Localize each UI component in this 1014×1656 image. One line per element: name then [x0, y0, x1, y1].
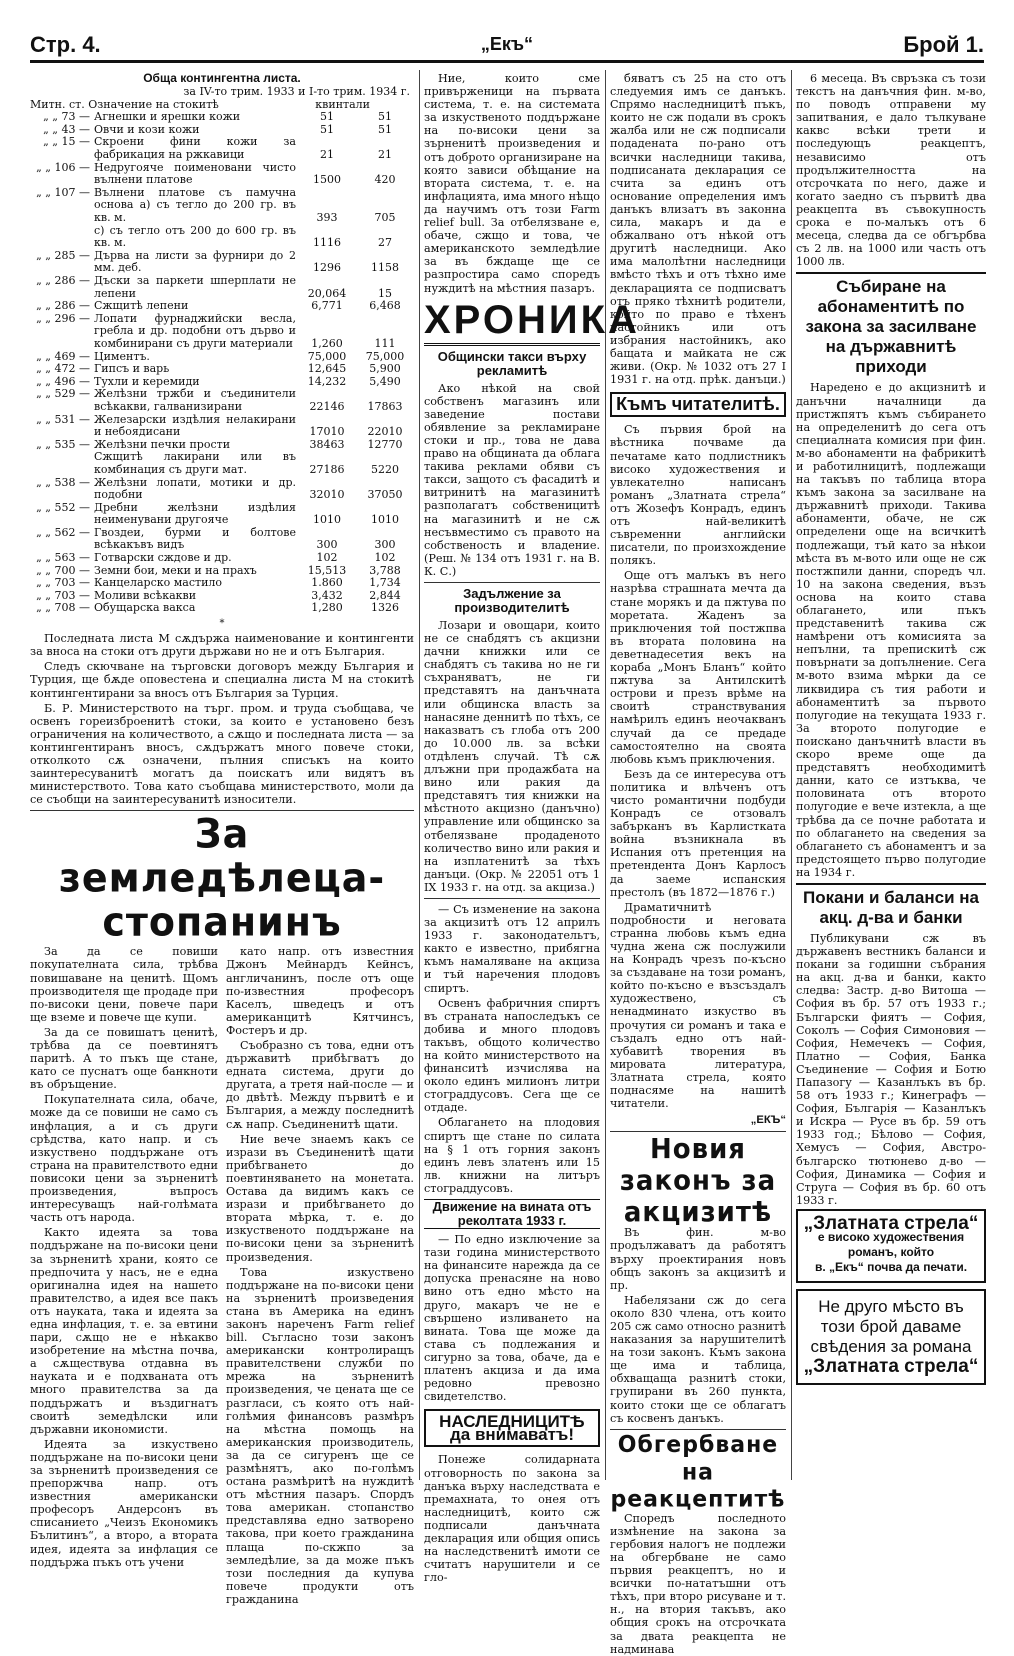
quota-tariff-number: „ „ 296 —: [36, 311, 90, 325]
quota-tariff-number: „ „ 703 —: [36, 588, 90, 602]
quota-value-q4: 22146: [309, 399, 345, 413]
quota-goods: Желѣзни печки прости: [94, 437, 231, 451]
quota-list-period: за IV-то трим. 1933 и I-то трим. 1934 г.: [183, 85, 410, 99]
quota-tariff-number: „ „ 73 —: [43, 110, 90, 124]
quota-value-q4: 15,513: [307, 563, 347, 577]
quota-goods: Желѣзни лопати, мотики и др. подобни: [94, 475, 296, 502]
quota-tariff-number: „ „ 43 —: [43, 122, 90, 136]
farmer-paragraph: Покупателната сила, обаче, може да се повиши не само съ инфлация, а и съ други срѣдства, като напр. и съ изкуствено поддържане отъ страна на правителството едни повисоки цени за зърненитѣ произведения, въпросъ интересуващъ най-голѣмата часть отъ народа.: [30, 1093, 218, 1225]
quota-value-q1: 3,788: [369, 563, 401, 577]
quota-tariff-number: „ „ 286 —: [36, 274, 90, 287]
quota-tariff-number: „ „ 285 —: [36, 248, 90, 262]
section-rule: [610, 1131, 786, 1132]
quota-value-q1: 17863: [367, 399, 403, 413]
quota-row: [30, 527, 414, 552]
quota-value-q4: 1010: [313, 513, 341, 527]
column-rule: [791, 70, 792, 1480]
quota-list: [30, 72, 414, 806]
quota-tariff-number: „ „ 469 —: [36, 349, 90, 363]
farmer-paragraph: Съобразно съ това, едни отъ държавитѣ прибѣгватъ до едната система, други до другата, а третя най-после — и до двѣтѣ. Между първитѣ е и България, а между последнитѣ сѫ напр. Съединенитѣ щати.: [226, 1039, 414, 1131]
quota-value-q4: 3,432: [311, 588, 343, 602]
promo-text: Не друго мѣсто въ този брой даваме свѣдения за романа: [810, 1297, 972, 1357]
quota-tariff-number: „ „ 535 —: [36, 437, 90, 451]
quota-value-q4: 17010: [309, 425, 345, 439]
quota-value-q4: 393: [316, 211, 338, 225]
quota-value-q1: 705: [374, 211, 396, 225]
heading-ad-taxes: Общински такси върху рекламитѣ: [437, 348, 587, 378]
quota-goods: Готварски сждове и др.: [94, 551, 232, 565]
quota-value-q1: 5220: [371, 462, 399, 476]
quota-goods: Земни бои, меки и на прахъ: [94, 563, 257, 577]
quota-goods: Сжщитѣ лепени: [94, 299, 189, 313]
heading-invitations-balances: Покани и баланси на акц. д-ва и банки: [796, 883, 986, 928]
issue-number: Брой 1.: [903, 32, 984, 57]
column-rule: [605, 70, 606, 1480]
section-rule: [424, 582, 600, 583]
heading-recepts-stamp: Обгербване на реакцептитѣ: [610, 1431, 786, 1513]
quota-goods: Моливи всѣкакви: [94, 588, 197, 602]
quota-value-q1: 1158: [371, 261, 399, 275]
news-excise-law-2: Набелязани сж до сега около 830 члена, отъ които 205 сж само относно разнитѣ наказания за нарушителитѣ на този законъ. Къмъ закона ще има и таблица, обхващаща разнитѣ стоки, групирани въ 260 пункта, които стоки ще се облагатъ съ косвенъ данъкъ.: [610, 1293, 786, 1425]
quota-value-q4: 32010: [309, 488, 345, 502]
column-five: [796, 72, 986, 1482]
quota-goods: Вълнени платове съ памучна основа а) съ тегло до 200 гр. въ кв. м.: [94, 185, 296, 225]
heading-to-readers: Къмъ читателитѣ.: [610, 392, 786, 417]
farmer-paragraph: Ние вече знаемъ какъ се изрази въ Съединенитѣ щати прибѣгването до поевтиняването на монетата. Остава да видимъ какъ се изрази и прибѣгването до втората мѣрка, т. е. до изкуственото поддържане на по-високи цени за зърненитѣ произведения.: [226, 1132, 414, 1264]
quota-row: [30, 250, 414, 275]
quota-value-q1: 12770: [367, 437, 403, 451]
quota-value-q1: 420: [374, 173, 396, 187]
quota-row: [30, 502, 414, 527]
quota-value-q1: 21: [378, 148, 392, 162]
quota-value-q1: 15: [378, 286, 392, 300]
quota-tariff-number: „ „ 700 —: [36, 563, 90, 577]
quota-goods: Овчи и кози кожи: [94, 122, 200, 136]
quota-value-q1: 22010: [367, 425, 403, 439]
news-subscriptions: Наредено е до акцизнитѣ и данъчни началници да пристжпятъ къмъ събирането на определенитѣ до сега отъ специалната комисия при фин. м-во абонаменти на фабрикитѣ и работилницитѣ, подлежащи на такъвъ по таблица втора къмъ закона за засилване на държавнитѣ приходи. Такива абонаменти, обаче, не сж определени още на всичкитѣ подлежащи, тъй като за нѣкои мѣста въ м-вото или още не сж постжпили данни, споредъ чл. 10 на закона сведения, възъ основа на които става облагането, или пъкъ представенитѣ такива сж намѣрени отъ комисията за непълни, та препискитѣ сж повърнати за допълнение. Сега м-вото взима мѣрки да се ликвидира съ тия работи и абонаментитѣ за първото полугодие на текущата 1933 г. За второто полугодие е поискано данъчнитѣ власти въ скоро време още да представятъ необходимитѣ данни, като се изтъква, че половината отъ второто полугодие е вече изтекла, а ще трѣбва да се почне работата и по облагането на сведения за облагането съ абонаментъ и за предстоящето първо полугодие на 1934 г.: [796, 381, 986, 879]
column-left: [30, 71, 414, 1606]
quota-goods: Дърва на листи за фурнири до 2 мм. деб.: [94, 248, 296, 275]
quota-value-q4: 102: [316, 551, 338, 565]
quota-value-q1: 1010: [371, 513, 399, 527]
quota-value-q4: 20,064: [307, 286, 347, 300]
news-recepts-stamp: Споредъ последното измѣнение на закона за гербовия налогъ не подлежи на обгербване не само първия реакцептъ, но и всички по-нататъшни отъ тѣхъ, при второ рисуване и т. н., на втория такъвъ, ако общия срокъ на отсрочката за двата реакцепта не надминава: [610, 1511, 786, 1656]
quota-value-q4: 75,000: [307, 349, 347, 363]
heading-producer-obligation: Задължение за производителитѣ: [454, 586, 570, 615]
quota-row: [30, 275, 414, 300]
quota-tariff-number: „ „ 107 —: [36, 185, 90, 199]
quota-tariff-number: „ „ 496 —: [36, 374, 90, 388]
to-readers-paragraph: Още отъ малъкъ въ него назрѣва страшната мечта да стане морякъ и да пжтува по моретата. Жаденъ за приключения той постжпва въ втората половина на деветнадесетия векъ на кораба „Монъ Бланъ“ който пжтува за Антилскитѣ острови и презъ врѣме на своитѣ странствувания намѣрилъ единъ неочакванъ случай да се предаде самостоятелно на своята любовь къмъ приключения.: [610, 569, 786, 766]
page-header: [30, 26, 984, 63]
quota-value-q1: 1,734: [369, 576, 401, 590]
novel-announcement-box: [796, 1209, 986, 1283]
quota-tariff-number: „ „ 708 —: [36, 601, 90, 615]
quota-value-q1: 2,844: [369, 588, 401, 602]
quota-goods: Недругояче поименовани чисто вълнени платове: [94, 160, 296, 187]
quota-value-q4: 1,280: [311, 601, 343, 615]
quota-row: [30, 363, 414, 376]
quota-value-q1: 75,000: [365, 349, 405, 363]
quota-goods: Агнешки и ярешки кожи: [94, 110, 241, 124]
quota-table: [30, 111, 414, 615]
quota-value-q4: 38463: [309, 437, 345, 451]
quota-goods: Обущарска вакса: [94, 601, 196, 615]
farmer-paragraph: За да се повишатъ ценитѣ, трѣбва да се поевтинятъ паритѣ. А то пъкъ ще стане, като се пуснатъ още банкноти въ обръщение.: [30, 1025, 218, 1092]
heading-wine-movement: Движение на вината отъ реколтата 1933 г.: [424, 1199, 600, 1229]
quota-value-q1: 37050: [367, 488, 403, 502]
quota-row: [30, 162, 414, 187]
chronika-heading: ХРОНИКА: [424, 297, 600, 346]
quota-value-q1: 51: [378, 110, 392, 124]
section-rule: [424, 898, 600, 899]
heirs-continuation: бяватъ съ 25 на сто отъ следуемия имъ се данъкъ. Спрямо наследницитѣ пъкъ, които не сж подали въ срокъ жалба или не сж подписали подадената по-рано отъ всички наследници такива, подписаната декларация се счита за единъ отъ основание определения имъ данъкъ влизатъ въ законна сила, макаръ и да е обжалвано отъ нѣкой отъ другитѣ наследници. Ако има малолѣтни наследници вмѣсто тѣхъ и отъ тѣхно име декларацията се подписватъ отъ пряко тѣхнитѣ родители, който по право е тѣхенъ настойникъ или отъ избрания настойникъ, ако бащата и майката не сж живи. (Окр. № 1032 отъ 27 I 1931 г. на отд. прѣк. данъци.): [610, 72, 786, 387]
quota-tariff-number: „ „ 563 —: [36, 551, 90, 565]
farmer-article-left: [30, 945, 218, 1608]
quota-tariff-number: „ „ 529 —: [36, 387, 90, 401]
quota-tariff-number: „ „ 538 —: [36, 475, 90, 489]
quota-value-q4: 51: [320, 110, 334, 124]
quota-goods: Желѣзни тржби и съединители всѣкакви, галванизирани: [94, 387, 296, 413]
quota-note: Б. Р. Министерството на търг. пром. и труда съобщава, че освенъ гореизброенитѣ стоки, за които е установено безъ ограничения на количеството, а сѫщо и последната листа — за контингентиранъ вносъ, сѫдържатъ много повече стоки, отколкото сѫ означени, пълния списъкъ на които заинтересуванитѣ могатъ да поискатъ или видятъ въ министерството. Това като съобщава министерството, моли да се съобщи на заинтересуванитѣ износители.: [30, 701, 414, 807]
quota-goods: Лопати фурнаджийски весла, гребла и др. подобни отъ дърво и комбинирани съ други материали: [94, 311, 296, 350]
heading-subscriptions: Събиране на абонаментитѣ по закона за засилване на държавнитѣ приходи: [796, 272, 986, 377]
news-spirit-tax: Облагането на плодовия спиртъ ще стане по силата на § 1 отъ горния законъ единъ левъ златенъ или 15 лв. книжни на литъръ стограддусовъ.: [424, 1116, 600, 1195]
farmer-paragraph: Идеята за изкуствено поддържане на по-високи цени за зърненитѣ произведения се препоржчва напр. отъ известния американски професоръ Андерсонъ въ списанието „Чеизъ Економикъ Бълитинъ“, а второ, а втората идея, идеята за инфлация се поддържа пъкъ отъ учени: [30, 1437, 218, 1569]
quota-tariff-number: „ „ 703 —: [36, 576, 90, 590]
quota-value-q1: 5,490: [369, 374, 401, 388]
quota-value-q4: 14,232: [307, 374, 347, 388]
quota-value-q4: 1,260: [311, 336, 343, 350]
quota-value-q4: 12,645: [307, 362, 347, 376]
heading-heirs: НАСЛЕДНИЦИТѢ да внимаватъ!: [424, 1409, 600, 1447]
quota-goods: Сжщитѣ лакирани или въ комбинация съ други мат.: [94, 450, 296, 476]
quota-value-q1: 51: [378, 122, 392, 136]
news-excise-law-1: Въ фин. м-во продължаватъ да работятъ върху проектирания новъ общъ законъ за акцизитѣ и пр.: [610, 1226, 786, 1292]
promo-novel-title: „Златната стрела“: [803, 1356, 979, 1378]
quota-tariff-number: [30, 451, 92, 476]
quota-col-left: Митн. ст. Означение на стокитѣ: [30, 98, 219, 112]
quota-row: [30, 577, 414, 590]
heading-new-excise-law: Новия законъ за акцизитѣ: [619, 1134, 777, 1229]
farmer-paragraph: Това изкуствено поддържане на по-високи цени на зърненитѣ произведения стана въ Америка на единъ законъ нареченъ Farm relief bill. Съгласно този законъ американски контролиращъ правителствени служби по мрежа на зърненитѣ произведения, че цената ще се разгласи, съ която отъ най-голѣмия финансовъ размѣръ на мѣстна помощь на американския производитель, за да се сигуренъ ще се размѣнятъ, ако по-голѣмъ остана размѣритѣ на нуждитѣ отъ мѣстния пазаръ. Спордъ това американ. стопанство представлява едно затворено такова, при което гражданина плаща по-скжпо за земледѣлие, за да може пъкъ този последния да купува повече продукти отъ гражданина: [226, 1265, 414, 1606]
quota-row: [30, 111, 414, 124]
quota-goods: Тухли и керемиди: [94, 374, 200, 388]
quota-tariff-number: „ „ 15 —: [43, 135, 90, 149]
quota-goods: Дъски за паркети шперплати не лепени: [94, 274, 296, 300]
quota-row: [30, 136, 414, 161]
quota-row: [30, 451, 414, 476]
recepts-continuation: 6 месеца. Въ свръзка съ този текстъ на данъчния фин. м-во, по поводъ отправени му запитвания, е дало тълкуване каквс всѣки трети и последующъ реакцептъ, независимо отъ продължителността на отсрочката по него, даже и когато заедно съ първитѣ два реакцепта въ съвокупность срока е по-малъкъ отъ 6 месеца, следва да се обгърбва съ 2 лв. на 1000 или часть отъ 1000 лв.: [796, 72, 986, 269]
quota-value-q4: 51: [320, 122, 334, 136]
news-fruit-spirit: Освенъ фабричния спиртъ въ страната напоследъкъ се добива и много плодовъ такъвъ, общото количество на който министерството на финанситѣ изчислява на около единъ милионъ литри стограддусовъ. Сега ще се отдаде.: [424, 996, 600, 1115]
farmer-article-title: За земледѣлеца-стопанинъ: [58, 811, 386, 946]
quota-tariff-number: „ „ 106 —: [36, 160, 90, 174]
quota-value-q4: 6,771: [311, 299, 343, 313]
quota-value-q4: 27186: [309, 462, 345, 476]
quota-row: [30, 313, 414, 351]
quota-row: [30, 414, 414, 439]
news-wine-movement: — По едно изключение за тази година министерството на финансите нарежда да се допуска пренасяне на ново вино отъ едно мѣсто на друго, макаръ че не е свършено изливането на вината. Това ще може да става съ подлежания и сигурно за това, обаче, да е платенъ акциза и да има редовно превозно свидетелство.: [424, 1233, 600, 1404]
quota-note: Следъ скючване на търговски договоръ между България и Турция, ще бѫде оповестена и специална листа М на стокитѣ контингентирани за вносъ отъ България за Турция.: [30, 660, 414, 700]
column-four: [610, 72, 786, 1656]
quota-list-title: Обща контингентна листа.: [143, 71, 301, 85]
farmer-article-body: [30, 945, 414, 1608]
quota-row: [30, 388, 414, 413]
quota-row: [30, 225, 414, 250]
quota-goods: с) съ тегло отъ 200 до 600 гр. въ кв. м.: [94, 223, 296, 250]
quota-goods: Канцеларско мастило: [94, 576, 223, 590]
quota-value-q4: 1296: [313, 261, 341, 275]
quota-row: [30, 300, 414, 313]
quota-col-right: квинтали: [315, 98, 370, 112]
page-number: Стр. 4.: [30, 32, 101, 57]
quota-tariff-number: „ „ 531 —: [36, 412, 90, 426]
to-readers-paragraph: Драматичнитѣ подробности и неговата странна любовь къмъ една чудна жена сж послужили на Конрадъ чрезъ по-късно за създаване на този романъ, който по-късно е възсъздалъ художествено, съ ненадминато изкуство въ прочутия си романъ и така е създалъ едно отъ най-хубавитѣ творения въ мировата литература, Златната стрела, която поднасяме на нашитѣ читатели.: [610, 900, 786, 1111]
novel-line-1: е високо художествения романъ, който: [817, 1230, 965, 1260]
quota-row: [30, 477, 414, 502]
quota-row: [30, 602, 414, 615]
column-rule: [419, 70, 420, 1480]
to-readers-paragraph: Съ първия брой на вѣстника почваме да печатаме като подлистникъ високо художествения и увлекателно написанъ романъ „Златната стрела“ отъ Жозефъ Конрадъ, единъ отъ най-великитѣ съвременни английски писатели, по произхождение полякъ.: [610, 423, 786, 568]
to-readers-body: [610, 423, 786, 1110]
quota-value-q1: 111: [374, 336, 396, 350]
section-rule: [610, 1429, 786, 1430]
quota-goods: Дребни желѣзни издѣлия неименувани другояче: [94, 500, 296, 527]
farmer-paragraph: като напр. отъ известния Джонъ Мейнардъ Кейнсъ, англичанинъ, после отъ още по-известния професоръ Каселъ, шведецъ и отъ американцитѣ Кятчинсъ, Фостеръ и др.: [226, 945, 414, 1037]
farmer-article-right: [226, 945, 414, 1608]
article-continuation: Ние, които сме привърженици на първата система, т. е. на системата за изкуственото поддържане на по-високи цени за зърненитѣ произведения и отъ доброто организиране на която зависи обѣщание на втората система, т. е. на инфлацията, има много нѣщо да научимъ отъ този Farm relief bull. За отбелязване е, обаче, сжщо и това, че американското земледѣлие за въ бждаще ще се разпростира само споредъ нуждитѣ на мѣстния пазаръ.: [424, 72, 600, 295]
quota-tariff-number: „ „ 472 —: [36, 362, 90, 376]
novel-promo-box: [796, 1289, 986, 1385]
quota-value-q4: 1116: [313, 236, 341, 250]
quota-value-q4: 21: [320, 148, 334, 162]
quota-row: [30, 187, 414, 225]
quota-goods: Циментъ.: [94, 349, 150, 363]
quota-goods: Гипсъ и варь: [94, 362, 170, 376]
to-readers-paragraph: Безъ да се интересува отъ политика и влѣченъ отъ чисто романтични подбуди Конрадъ се отзовалъ забърканъ въ Карлистката война възникнала въ Испания отъ претенция на претендента Донъ Карлосъ да заеме испанския престолъ (въ 1872—1876 г.): [610, 767, 786, 899]
quota-value-q1: 102: [374, 551, 396, 565]
farmer-paragraph: За да се повиши покупателната сила, трѣбва повишаване на ценитѣ. Щомъ производителя ще продаде при по-високи цени, повече пари ще вземе и повече ще купи.: [30, 945, 218, 1024]
news-excise-change: — Съ изменение на закона за акцизитѣ отъ 12 априлъ 1933 г. законодательтъ, както е известно, прибягна къмъ намаляване на акциза и тъй наречения плодовъ спиртъ.: [424, 902, 600, 995]
editor-signature: „ЕКЪ“: [750, 1114, 786, 1127]
quota-note: Последната листа М сѫдържа наименование и контингенти за вноса на стоки отъ други държави но не и отъ България.: [30, 632, 414, 659]
quota-tariff-number: „ „ 552 —: [36, 500, 90, 514]
quota-row: [30, 552, 414, 565]
novel-line-2: в. „Екъ“ почва да печати.: [814, 1260, 968, 1275]
column-three: [424, 72, 640, 1585]
quota-goods: Гвоздеи, бурми и болтове всѣкакъвъ видъ: [94, 525, 296, 552]
quota-value-q1: 27: [378, 236, 392, 250]
newspaper-name: „Екъ“: [480, 34, 534, 54]
quota-value-q4: 1.860: [311, 576, 343, 590]
novel-title: „Златната стрела“: [803, 1212, 979, 1234]
news-ad-taxes: Ако нѣкой на свой собственъ магазинъ или заведение постави обявление за рекламиране стоки и пр., това не дава право на общината да облага такива реклами обяви съ такси, защото съ фасадитѣ и витринитѣ на магазинитѣ разполагатъ собственицитѣ на магазинитѣ и не сѫ несъвместимо съ правото на собственость и владение. (Реш. № 134 отъ 1931 г. на В. К. С.): [424, 381, 600, 578]
quota-value-q1: 6,468: [369, 299, 401, 313]
separator-star: *: [219, 618, 225, 630]
quota-goods: Железарски издѣлия нелакирани и небоядисани: [94, 412, 296, 439]
quota-value-q4: 300: [316, 538, 338, 552]
quota-notes: [30, 632, 414, 806]
quota-value-q1: 300: [374, 538, 396, 552]
news-invitations-balances: Публикувани сж въ държавенъ вестникъ баланси и покани за годишни събрания на акц. д-ва и банки, както следва: Застр. д-во Витоша — София въ бр. 57 отъ 1933 г.; Български фиятъ — София, Соколъ — София Симоновия — София, Немечекъ — София, Платно — София, Банка Съединение — София и Ботю Папазогу — Казанлъкъ въ бр. 58 отъ 1933 г.; Кинеграфъ — София, Българія — Казанлъкъ и Искра — Русе въ бр. 59 отъ 1933 год.; Бѣлово — София, Хемусъ — София, Австро-българско тютюнево д-во — София, Динамика — София и Струга — София въ бр. 60 отъ 1933 г.: [796, 931, 986, 1207]
news-producer-obligation: Лозари и овощари, които не се снабдятъ съ акцизни дачни книжки или се снабдятъ съ такива но не ги съхраняватъ, не ги представятъ на данъчната или общинска власть за нанасяне деннитѣ по тѣхъ, се наказватъ съ глоба отъ 200 до 10.000 лв. за всѣки отдѣленъ случай. Тѣ сѫ длъжни при продажбата на вино или ракия да представятъ тия книжки на мѣстното акцизно (данъчно) управление или общинско за отбелязване продаденото количество вино или ракия и на изплатенитѣ за тѣхъ данъци. (Окр. № 22051 отъ 1 IX 1933 г. на отд. за акциза.): [424, 619, 600, 894]
news-heirs: Понеже солидарната отговорность по закона за данъка върху наследствата е премахната, то онея отъ наследницитѣ, които сж подписали данъчната декларация или общия опись на наследственитѣ имоти се считатъ нарушители и се гло-: [424, 1453, 600, 1585]
quota-tariff-number: „ „ 286 —: [36, 299, 90, 313]
quota-value-q4: 1500: [313, 173, 341, 187]
quota-value-q1: 1326: [371, 601, 399, 615]
quota-goods: Скроени фини кожи за фабрикация на ржкавици: [94, 135, 296, 162]
quota-tariff-number: „ „ 562 —: [36, 525, 90, 539]
quota-tariff-number: [30, 225, 92, 250]
farmer-paragraph: Както идеята за това поддържане на по-високи цени за зърненитѣ храни, която се предпочита у насъ, не е една оригинална идея на нашето правителство, а идея все пакъ отъ науката, така и идеята за една инфлация, т. е. за евтини пари, сѫщо не е нѣкакво изобретение на мѣстна почва, а сѫществува отдавна въ науката и е подхваната отъ много правителства за да поддържатъ и въздигнатъ своитѣ земедѣлски или държавни икономисти.: [30, 1226, 218, 1436]
quota-value-q1: 5,900: [369, 362, 401, 376]
